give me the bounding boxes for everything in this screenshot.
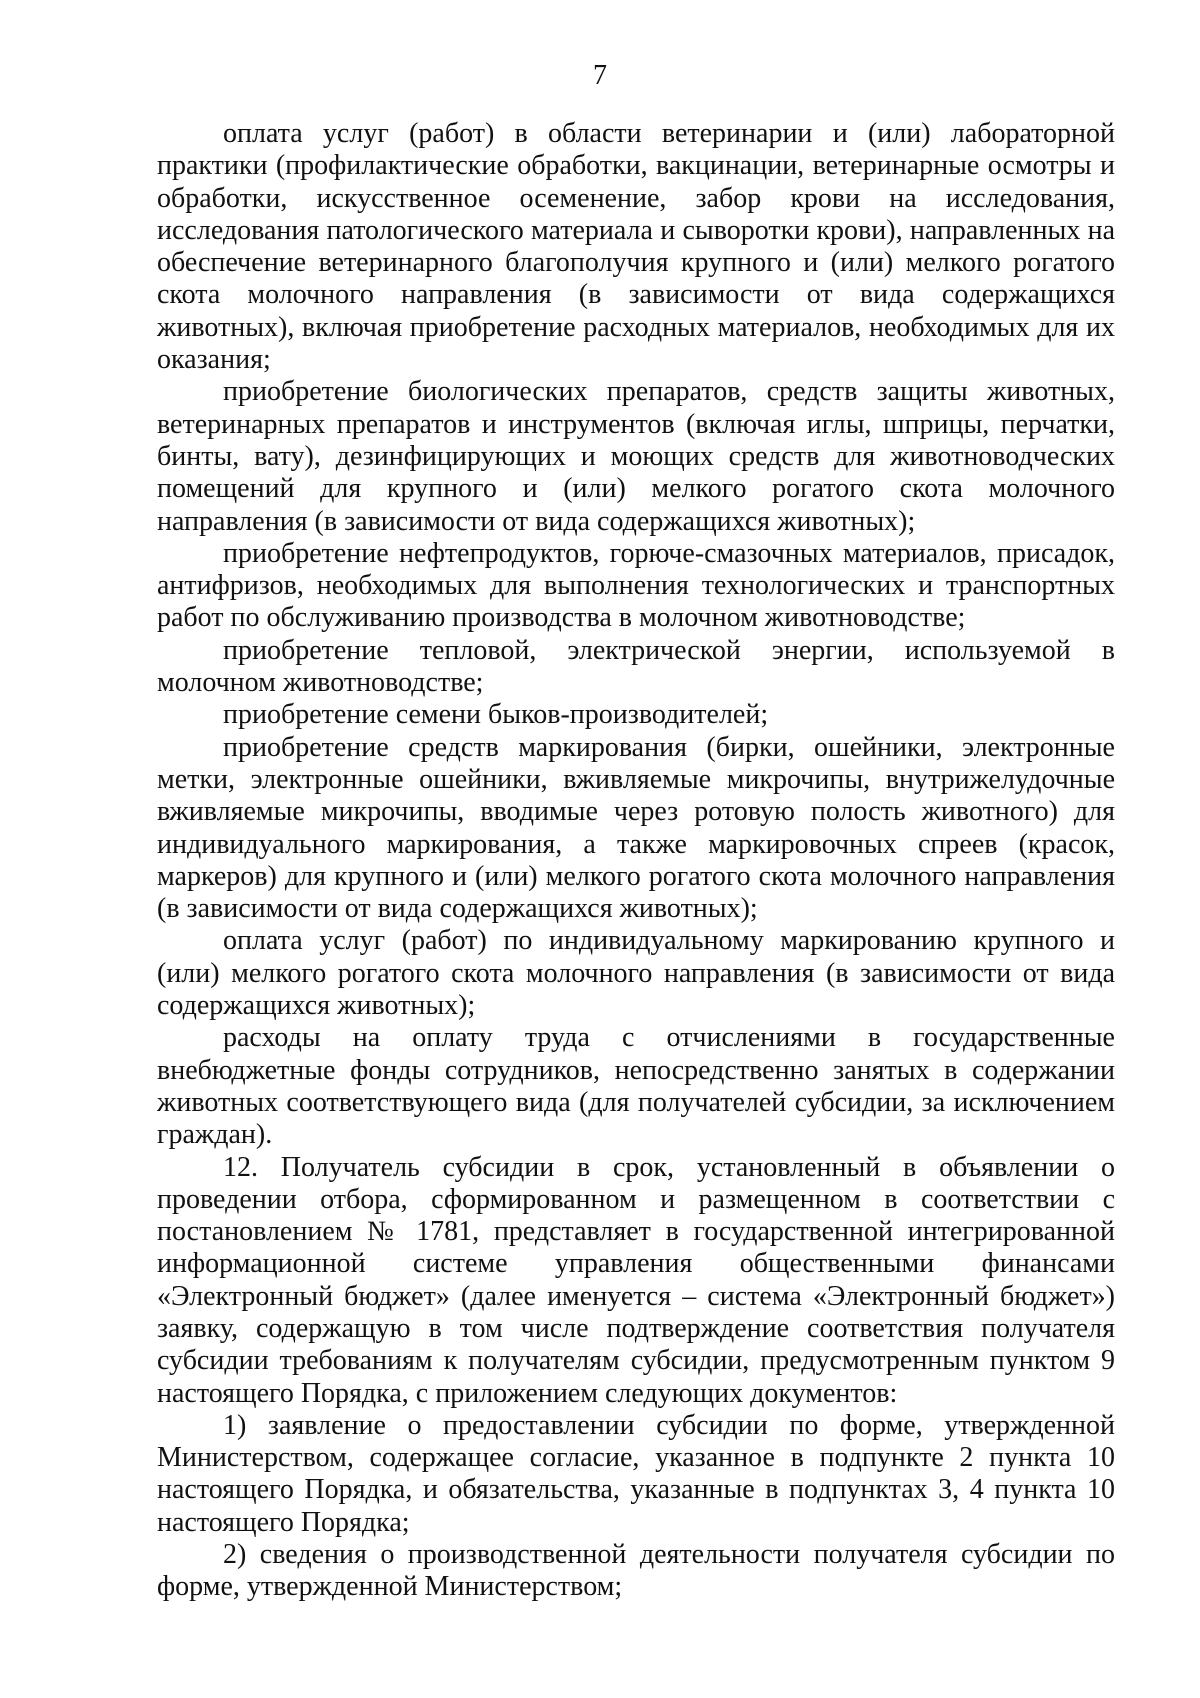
paragraph-energy: приобретение тепловой, электрической энергии, используемой в молочном животноводстве; [157,634,1115,699]
paragraph-biological-preparations: приобретение биологических препаратов, средств защиты животных, ветеринарных препаратов и инструментов (включая иглы, шприцы, перчатки, бинты, вату), дезинфицирующих и моющих средств для животноводческих помещений для крупного и (или) мелкого рогатого скота молочного направления (в зависимости от вида содержащихся животных); [157,376,1115,537]
paragraph-marking-means: приобретение средств маркирования (бирки, ошейники, электронные метки, электронные ошейники, вживляемые микрочипы, внутрижелудочные вживляемые микрочипы, вводимые через ротовую полость животного) для индивидуального маркирования, а также маркировочных спреев (красок, маркеров) для крупного и (или) мелкого рогатого скота молочного направления (в зависимости от вида содержащихся животных); [157,731,1115,925]
paragraph-vet-services: оплата услуг (работ) в области ветеринарии и (или) лабораторной практики (профилактические обработки, вакцинации, ветеринарные осмотры и обработки, искусственное осеменение, забор крови на исследования, исследования патологического материала и сыворотки крови), направленных на обеспечение ветеринарного благополучия крупного и (или) мелкого рогатого скота молочного направления (в зависимости от вида содержащихся животных), включая приобретение расходных материалов, необходимых для их оказания; [157,118,1115,376]
paragraph-subitem-1: 1) заявление о предоставлении субсидии по форме, утвержденной Министерством, содержащее согласие, указанное в подпункте 2 пункта 10 настоящего Порядка, и обязательства, указанные в подпунктах 3, 4 пункта 10 настоящего Порядка; [157,1409,1115,1538]
paragraph-bull-semen: приобретение семени быков-производителей; [223,699,769,731]
paragraph-subitem-2: 2) сведения о производственной деятельности получателя субсидии по форме, утвержденной Министерством; [157,1539,1115,1603]
paragraph-item-12: 12. Получатель субсидии в срок, установленный в объявлении о проведении отбора, сформированном и размещенном в соответствии с постановлением № 1781, представляет в государственной интегрированной информационной системе управления общественными финансами «Электронный бюджет» (далее именуется – система «Электронный бюджет») заявку, содержащую в том числе подтверждение соответствия получателя субсидии требованиям к получателям субсидии, предусмотренным пунктом 9 настоящего Порядка, с приложением следующих документов: [157,1151,1115,1409]
paragraph-marking-services: оплата услуг (работ) по индивидуальному маркированию крупного и (или) мелкого рогатого скота молочного направления (в зависимости от вида содержащихся животных); [157,925,1115,1022]
page-number: 7 [593,60,607,91]
paragraph-petroleum-products: приобретение нефтепродуктов, горюче-смазочных материалов, присадок, антифризов, необходимых для выполнения технологических и транспортных работ по обслуживанию производства в молочном животноводстве; [157,537,1115,634]
paragraph-labor-costs: расходы на оплату труда с отчислениями в государственные внебюджетные фонды сотрудников, непосредственно занятых в содержании животных соответствующего вида (для получателей субсидии, за исключением граждан). [157,1022,1115,1151]
document-body [157,118,1115,1604]
